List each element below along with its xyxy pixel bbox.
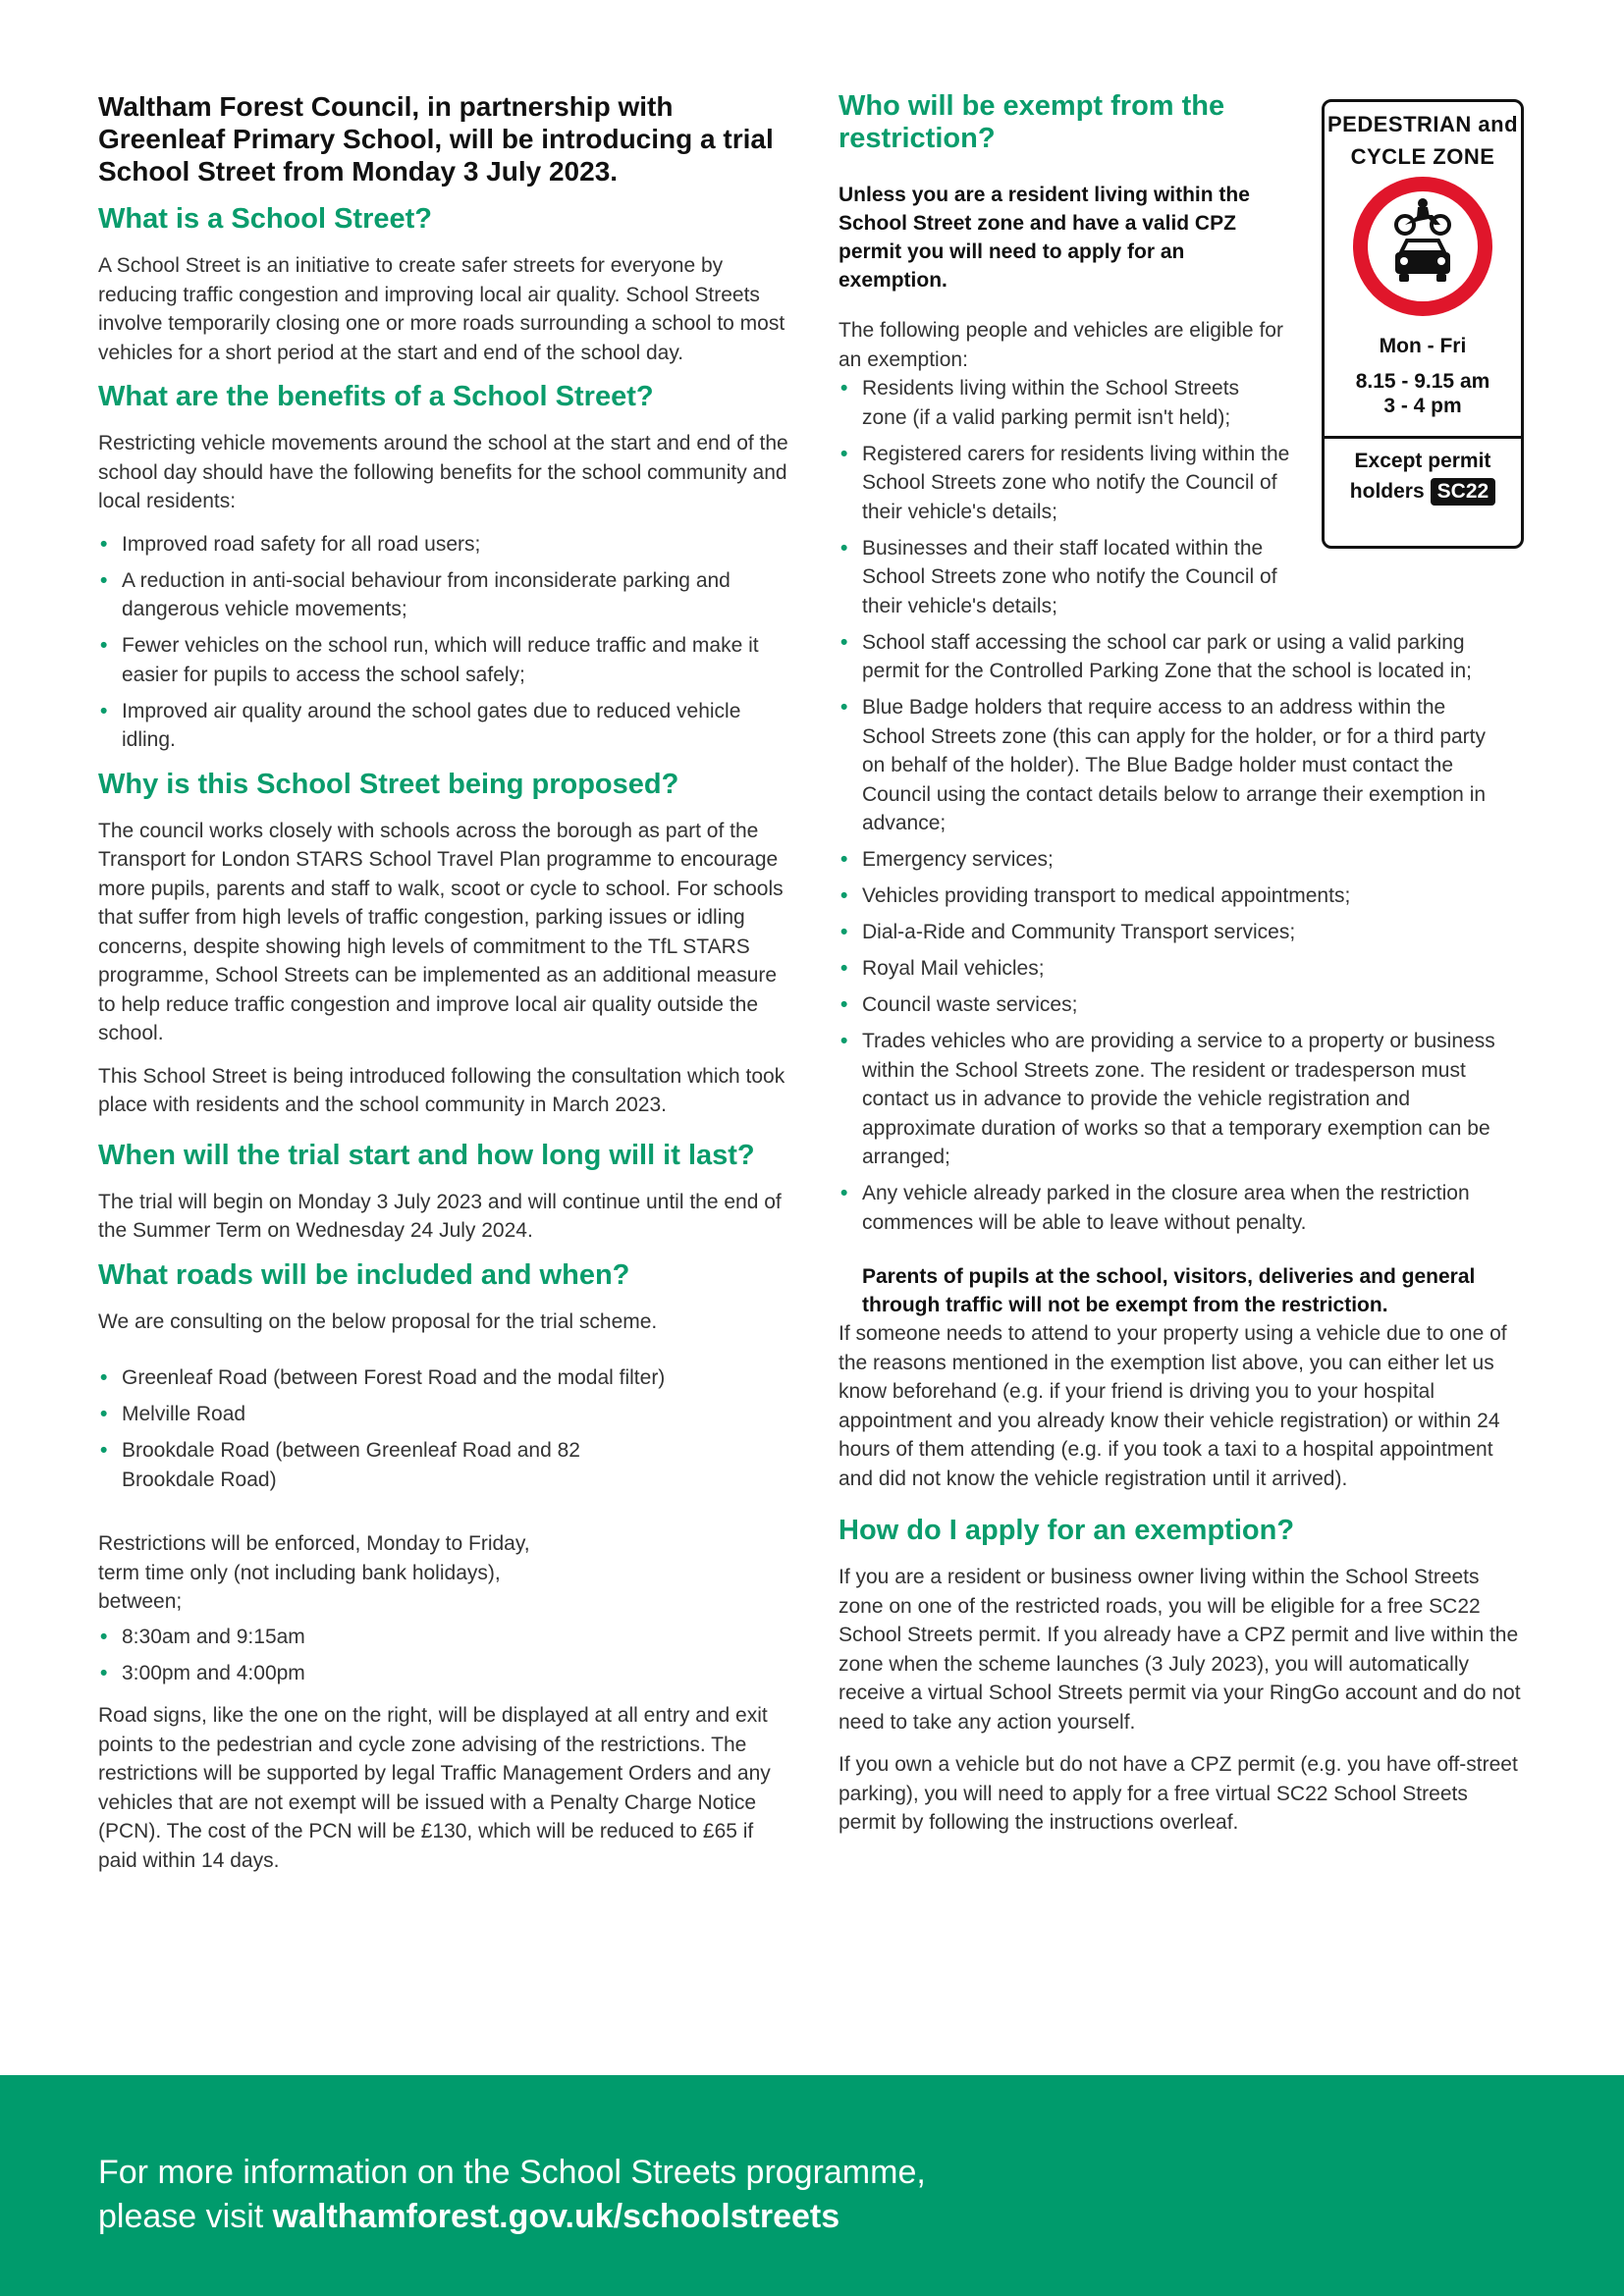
vehicle-icons	[1368, 191, 1478, 301]
prohibition-circle	[1353, 177, 1492, 316]
list-item: • Council waste services;	[839, 990, 1526, 1020]
list-item: • Improved road safety for all road users;	[98, 530, 795, 560]
list-item: • Trades vehicles who are providing a service to a property or business within the School Streets zone. The resident or tradesperson must contact us in advance to provide the vehicle registration and approximate duration of works so that a temporary exemption can be arranged;	[839, 1027, 1510, 1172]
footer-line-1: For more information on the School Streets programme,	[98, 2154, 926, 2191]
sign-except: Except permit	[1354, 450, 1491, 472]
sign-holders-row	[1325, 478, 1521, 506]
not-exempt-note: Parents of pupils at the school, visitors, deliveries and general through traffic will not be exempt from the restriction.	[862, 1265, 1476, 1316]
list-item: • Melville Road	[98, 1400, 795, 1429]
road-sign	[1322, 99, 1524, 549]
list-item: • Registered carers for residents living within the School Streets zone who notify the Council of their vehicle's details;	[839, 440, 1304, 527]
list-item: • Any vehicle already parked in the closure area when the restriction commences will be able to leave without penalty.	[839, 1179, 1526, 1237]
footer-prefix: please visit	[98, 2198, 273, 2235]
heading-when: When will the trial start and how long will it last?	[98, 1139, 755, 1171]
restrictions-text: Restrictions will be enforced, Monday to Friday, term time only (not including bank holidays), between;	[98, 1532, 530, 1613]
car-icon	[1395, 240, 1450, 282]
list-item: • Blue Badge holders that require access to an address within the School Streets zone (this can apply for the holder, or for a third party on behalf of the holder). The Blue Badge holder must contact the Council using the contact details below to arrange their exemption in advance;	[839, 693, 1510, 838]
heading-why: Why is this School Street being proposed?	[98, 768, 679, 800]
list-item: • 8:30am and 9:15am	[98, 1623, 795, 1652]
left-column	[98, 90, 795, 1889]
roads-body: We are consulting on the below proposal for the trial scheme.	[98, 1309, 658, 1333]
sign-holders: holders	[1349, 480, 1425, 503]
heading-apply: How do I apply for an exemption?	[839, 1515, 1295, 1546]
sign-title: PEDESTRIAN and CYCLE ZONE	[1326, 112, 1519, 169]
footer-url-link[interactable]: walthamforest.gov.uk/schoolstreets	[272, 2198, 840, 2235]
sign-times-morning: 8.15 - 9.15 am	[1355, 370, 1490, 393]
permit-code-badge: SC22	[1431, 478, 1496, 506]
list-item: • Businesses and their staff located within the School Streets zone who notify the Council of their vehicle's details;	[839, 534, 1304, 621]
why-body-2: This School Street is being introduced following the consultation which took place with residents and the school community in March 2023.	[98, 1064, 785, 1116]
what-is-body: A School Street is an initiative to create safer streets for everyone by reducing traffic congestion and improving local air quality. School Streets involve temporarily closing one or more roads surrounding a school to most vehicles for a short period at the start and end of the school day.	[98, 254, 785, 364]
list-item: • A reduction in anti-social behaviour from inconsiderate parking and dangerous vehicle movements;	[98, 566, 795, 624]
benefits-list	[98, 530, 795, 755]
motorcycle-icon	[1396, 198, 1449, 234]
exempt-body: The following people and vehicles are eligible for an exemption:	[839, 319, 1283, 371]
sign-days: Mon - Fri	[1379, 335, 1467, 357]
attend-text: If someone needs to attend to your property using a vehicle due to one of the reasons mentioned in the exemption list above, you can either let us know beforehand (e.g. if your friend is driving you to your hospital appointment and you already know their vehicle registration) or within 24 hours of them attending (e.g. if you took a taxi to a hospital appointment and did not know the vehicle registration until it arrived).	[839, 1322, 1507, 1490]
benefits-body: Restricting vehicle movements around the school at the start and end of the school day should have the following benefits for the school community and local residents:	[98, 432, 788, 512]
roads-list	[98, 1363, 795, 1494]
heading-roads: What roads will be included and when?	[98, 1258, 630, 1291]
intro-statement: Waltham Forest Council, in partnership with Greenleaf Primary School, will be introducing a trial School Street from Monday 3 July 2023.	[98, 91, 774, 187]
list-item: • Emergency services;	[839, 845, 1526, 875]
heading-benefits: What are the benefits of a School Street?	[98, 381, 654, 412]
heading-exempt: Who will be exempt from the restriction?	[839, 90, 1225, 154]
list-item: • Greenleaf Road (between Forest Road and the modal filter)	[98, 1363, 795, 1393]
list-item: • Brookdale Road (between Greenleaf Road and 82 Brookdale Road)	[98, 1436, 632, 1494]
list-item: • Residents living within the School Streets zone (if a valid parking permit isn't held);	[839, 374, 1284, 432]
heading-what-is: What is a School Street?	[98, 203, 432, 235]
list-item: • Royal Mail vehicles;	[839, 954, 1526, 984]
footer-banner	[0, 2075, 1624, 2296]
footer-line-2	[98, 2195, 926, 2239]
when-body: The trial will begin on Monday 3 July 2023 and will continue until the end of the Summer Term on Wednesday 24 July 2024.	[98, 1190, 782, 1242]
apply-body-2: If you own a vehicle but do not have a CPZ permit (e.g. you have off-street parking), you will need to apply for a free virtual SC22 School Streets permit by following the instructions overleaf.	[839, 1753, 1518, 1834]
sign-divider	[1325, 436, 1521, 439]
why-body-1: The council works closely with schools across the borough as part of the Transport for London STARS School Travel Plan programme to encourage more pupils, parents and staff to walk, scoot or cycle to school. For schools that suffer from high levels of traffic congestion, parking issues or idling concerns, despite showing high levels of commitment to the TfL STARS programme, School Streets can be implemented as an additional measure to help reduce traffic congestion and improve local air quality outside the school.	[98, 819, 784, 1044]
list-item: • Fewer vehicles on the school run, which will reduce traffic and make it easier for pupils to access the school safely;	[98, 631, 795, 689]
list-item: • Vehicles providing transport to medical appointments;	[839, 881, 1526, 911]
list-item: • Dial-a-Ride and Community Transport services;	[839, 918, 1526, 947]
road-signs-text: Road signs, like the one on the right, will be displayed at all entry and exit points to the pedestrian and cycle zone advising of the restrictions. The restrictions will be supported by legal Traffic Management Orders and any vehicles that are not exempt will be issued with a Penalty Charge Notice (PCN). The cost of the PCN will be £130, which will be reduced to £65 if paid within 14 days.	[98, 1704, 771, 1872]
apply-body-1: If you are a resident or business owner living within the School Streets zone on one of the restricted roads, you will be eligible for a free SC22 School Streets permit. If you already have a CPZ permit and live within the zone when the scheme launches (3 July 2023), you will automatically receive a virtual School Streets permit via your RingGo account and do not need to take any action yourself.	[839, 1566, 1521, 1734]
times-list	[98, 1623, 795, 1688]
sign-times-afternoon: 3 - 4 pm	[1383, 395, 1462, 417]
exempt-bold-note: Unless you are a resident living within the School Street zone and have a valid CPZ permit you will need to apply for an exemption.	[839, 184, 1250, 292]
list-item: • School staff accessing the school car park or using a valid parking permit for the Controlled Parking Zone that the school is located in;	[839, 628, 1510, 686]
footer-text	[98, 2151, 926, 2239]
list-item: • 3:00pm and 4:00pm	[98, 1659, 795, 1688]
list-item: • Improved air quality around the school gates due to reduced vehicle idling.	[98, 697, 795, 755]
